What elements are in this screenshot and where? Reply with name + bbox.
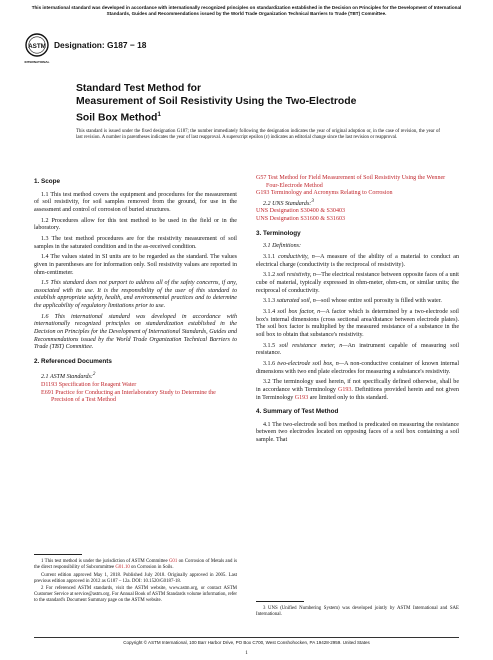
ref-g193-link-3[interactable]: G193 — [294, 394, 309, 401]
ref-d1193: D1193 Specification for Reagent Water — [41, 382, 137, 389]
para-2-2: 2.2 UNS Standards:$^3$ — [263, 198, 314, 207]
footnote-mark-2: 2 — [92, 372, 96, 378]
ref-d1193-link[interactable]: D1193 — [41, 382, 58, 389]
copyright-footer: Copyright © ASTM International, 100 Barr Harbor Drive, PO Box C700, West Conshohocken, PA 19428-2959. United States — [123, 640, 370, 645]
wto-notice: This international standard was developed in accordance with internationally recognized principles on standardization established in the Decision on Principles for the Development of International Standards, Guides and Recommendations issued by the World Trade Organization Technical Barriers to Trade (TBT) Committee. — [31, 5, 462, 16]
footer-rule — [34, 637, 459, 638]
astm-logo — [24, 30, 50, 70]
footnote-2: 2 For referenced ASTM standards, visit the ASTM website, www.astm.org, or contact ASTM Customer Service at service@astm.org. For Annual Book of ASTM Standards volume information, refer to the standard's Document Summary page on the ASTM website. — [34, 586, 237, 604]
para-1-2: 1.2 Procedures allow for this test method to be used in the field or in the laboratory. — [34, 217, 237, 232]
para-3-1-1: 3.1.1 conductivity, n—A measure of the ability of a material to conduct an electrical charge (conductivity is the reciprocal of resistivity). — [256, 253, 459, 268]
ref-g193-link[interactable]: G193 — [256, 190, 270, 197]
title-line-1: Standard Test Method for — [76, 83, 202, 94]
section-1-heading: 1. Scope — [34, 178, 61, 185]
ref-g193-link-2[interactable]: G193 — [337, 386, 352, 393]
para-3-2: 3.2 The terminology used herein, if not specifically defined otherwise, shall be in accordance with Terminology G193. Definitions provided herein and not given in Terminology G193 are limited only to this standard. — [256, 379, 459, 401]
subcommittee-g01-10-link[interactable]: G01.10 — [115, 565, 130, 571]
para-1-3: 1.3 The test method procedures are for the resistivity measurement of soil samples in the saturated condition and in the as-received condition. — [34, 235, 237, 250]
term-soil-box-factor: soil box factor, n— — [277, 309, 326, 316]
footnote-3: 3 UNS (Unified Numbering System) was developed jointly by ASTM International and SAE International. — [256, 606, 459, 618]
section-2-heading: 2. Referenced Documents — [34, 357, 112, 365]
footnote-rule-right — [256, 601, 304, 602]
term-conductivity: conductivity, n— — [278, 253, 321, 260]
page-number: 1 — [245, 650, 248, 656]
section-3-heading: 3. Terminology — [256, 229, 301, 237]
document-title — [76, 83, 436, 125]
para-1-6: 1.6 This international standard was developed in accordance with internationally recognized principles on standardization established in the Decision on Principles for the Development of International Standards, Guides and Recommendations issued by the World Trade Organization Technical Barriers to Trade (TBT) Committee. — [34, 313, 237, 351]
para-2-1: 2.1 ASTM Standards:$^2$ — [41, 372, 96, 381]
ref-g193: G193 Terminology and Acronyms Relating to Corrosion — [256, 190, 393, 197]
footnotes-left — [34, 554, 237, 606]
left-column — [34, 175, 237, 405]
logo-sub: INTERNATIONAL — [24, 60, 50, 64]
designation: Designation: G187 − 18 — [54, 40, 147, 50]
para-4-1: 4.1 The two-electrode soil box method is predicated on measuring the resistance between two electrodes located on opposing faces of a soil box containing a soil sample. That — [256, 421, 459, 443]
right-column — [256, 175, 459, 448]
footnote-rule-left — [34, 554, 82, 555]
para-3-1-3: 3.1.3 saturated soil, n—soil whose entire soil porosity is filled with water. — [263, 298, 442, 305]
ref-g57-link[interactable]: G57 — [256, 175, 267, 181]
section-4-heading: 4. Summary of Test Method — [256, 408, 339, 416]
para-1-4: 1.4 The values stated in SI units are to be regarded as the standard. The values given in parentheses are for information only. Soil resistivity values are reported in ohm-centimeter. — [34, 254, 237, 276]
para-3-1-5: 3.1.5 soil resistance meter, n—An instrument capable of measuring soil resistance. — [256, 342, 460, 357]
uns-s31600[interactable]: UNS Designation S31600 & S31603 — [256, 215, 346, 222]
logo-letters: ASTM — [28, 43, 46, 50]
para-3-1-4: 3.1.4 soil box factor, n—A factor which is determined by a two-electrode soil box's internal dimensions (cross sectional area/distance between electrode plates). The soil box factor is multiplied by the measured resistance of a substance in the soil box to obtain that substance's resistivity. — [256, 309, 459, 338]
term-two-electrode-soil-box: two-electrode soil box, n— — [277, 361, 345, 368]
para-3-1: 3.1 Definitions: — [263, 243, 301, 250]
footnote-1-edition: Current edition approved May 1, 2018. Published July 2018. Originally approved in 2005. Last previous edition approved in 2012 as G187 – 12a. DOI: 10.1520/G0187-18. — [34, 572, 237, 584]
committee-g01-link[interactable]: G01 — [168, 559, 178, 564]
term-saturated-soil: saturated soil, n— — [276, 298, 322, 305]
title-footnote-mark: 1 — [157, 110, 162, 118]
astm-logo-icon — [24, 30, 50, 70]
designation-intro: This standard is issued under the fixed designation G187; the number immediately following the designation indicates the year of original adoption or, in the case of revision, the year of last revision. A number in parentheses indicates the year of last reapproval. A superscript epsilon (ε) indicates an editorial change since the last revision or reapproval. — [76, 129, 440, 141]
ref-g57: G57 Test Method for Field Measurement of Soil Resistivity Using the Wenner Four-Electrode Method — [256, 175, 446, 189]
term-soil-resistivity: soil resistivity, n— — [276, 272, 322, 279]
para-3-1-2: 3.1.2 soil resistivity, n—The electrical resistance between opposite faces of a unit cube of material, typically expressed in ohm-meter, ohm-cm, or similar units; the reciprocal of conductivity. — [256, 272, 459, 294]
ref-e691-link[interactable]: E691 — [41, 389, 54, 396]
footnote-mark-3: 3 — [311, 198, 314, 204]
title-line-3: Soil Box Method — [76, 112, 158, 124]
term-soil-resistance-meter: soil resistance meter, n— — [279, 342, 348, 349]
para-1-1: 1.1 This test method covers the equipment and procedures for the measurement of soil resistivity, for soil samples removed from the ground, for use in the assessment and control of corrosion of buried structures. — [34, 191, 237, 213]
para-1-5: 1.5 This standard does not purport to address all of the safety concerns, if any, associated with its use. It is the responsibility of the user of this standard to establish appropriate safety, health, and environmental practices and to determine the applicability of regulatory limitations prior to use. — [34, 280, 237, 310]
ref-e691: E691 Practice for Conducting an Interlaboratory Study to Determine the Precision of a Test Method — [41, 389, 216, 404]
title-line-2: Measurement of Soil Resistivity Using the Two-Electrode — [76, 95, 357, 107]
para-3-1-6: 3.1.6 two-electrode soil box, n—A non-conductive container of known internal dimensions with two end plate electrodes for measuring a substance's resistivity. — [256, 361, 460, 375]
uns-s30400[interactable]: UNS Designation S30400 & S30403 — [256, 208, 346, 215]
footnote-1: 1 This test method is under the jurisdiction of ASTM Committee G01 on Corrosion of Metals and is the direct responsibility of Subcommittee G01.10 on Corrosion in Soils. — [34, 559, 237, 571]
footnotes-right — [256, 601, 459, 620]
